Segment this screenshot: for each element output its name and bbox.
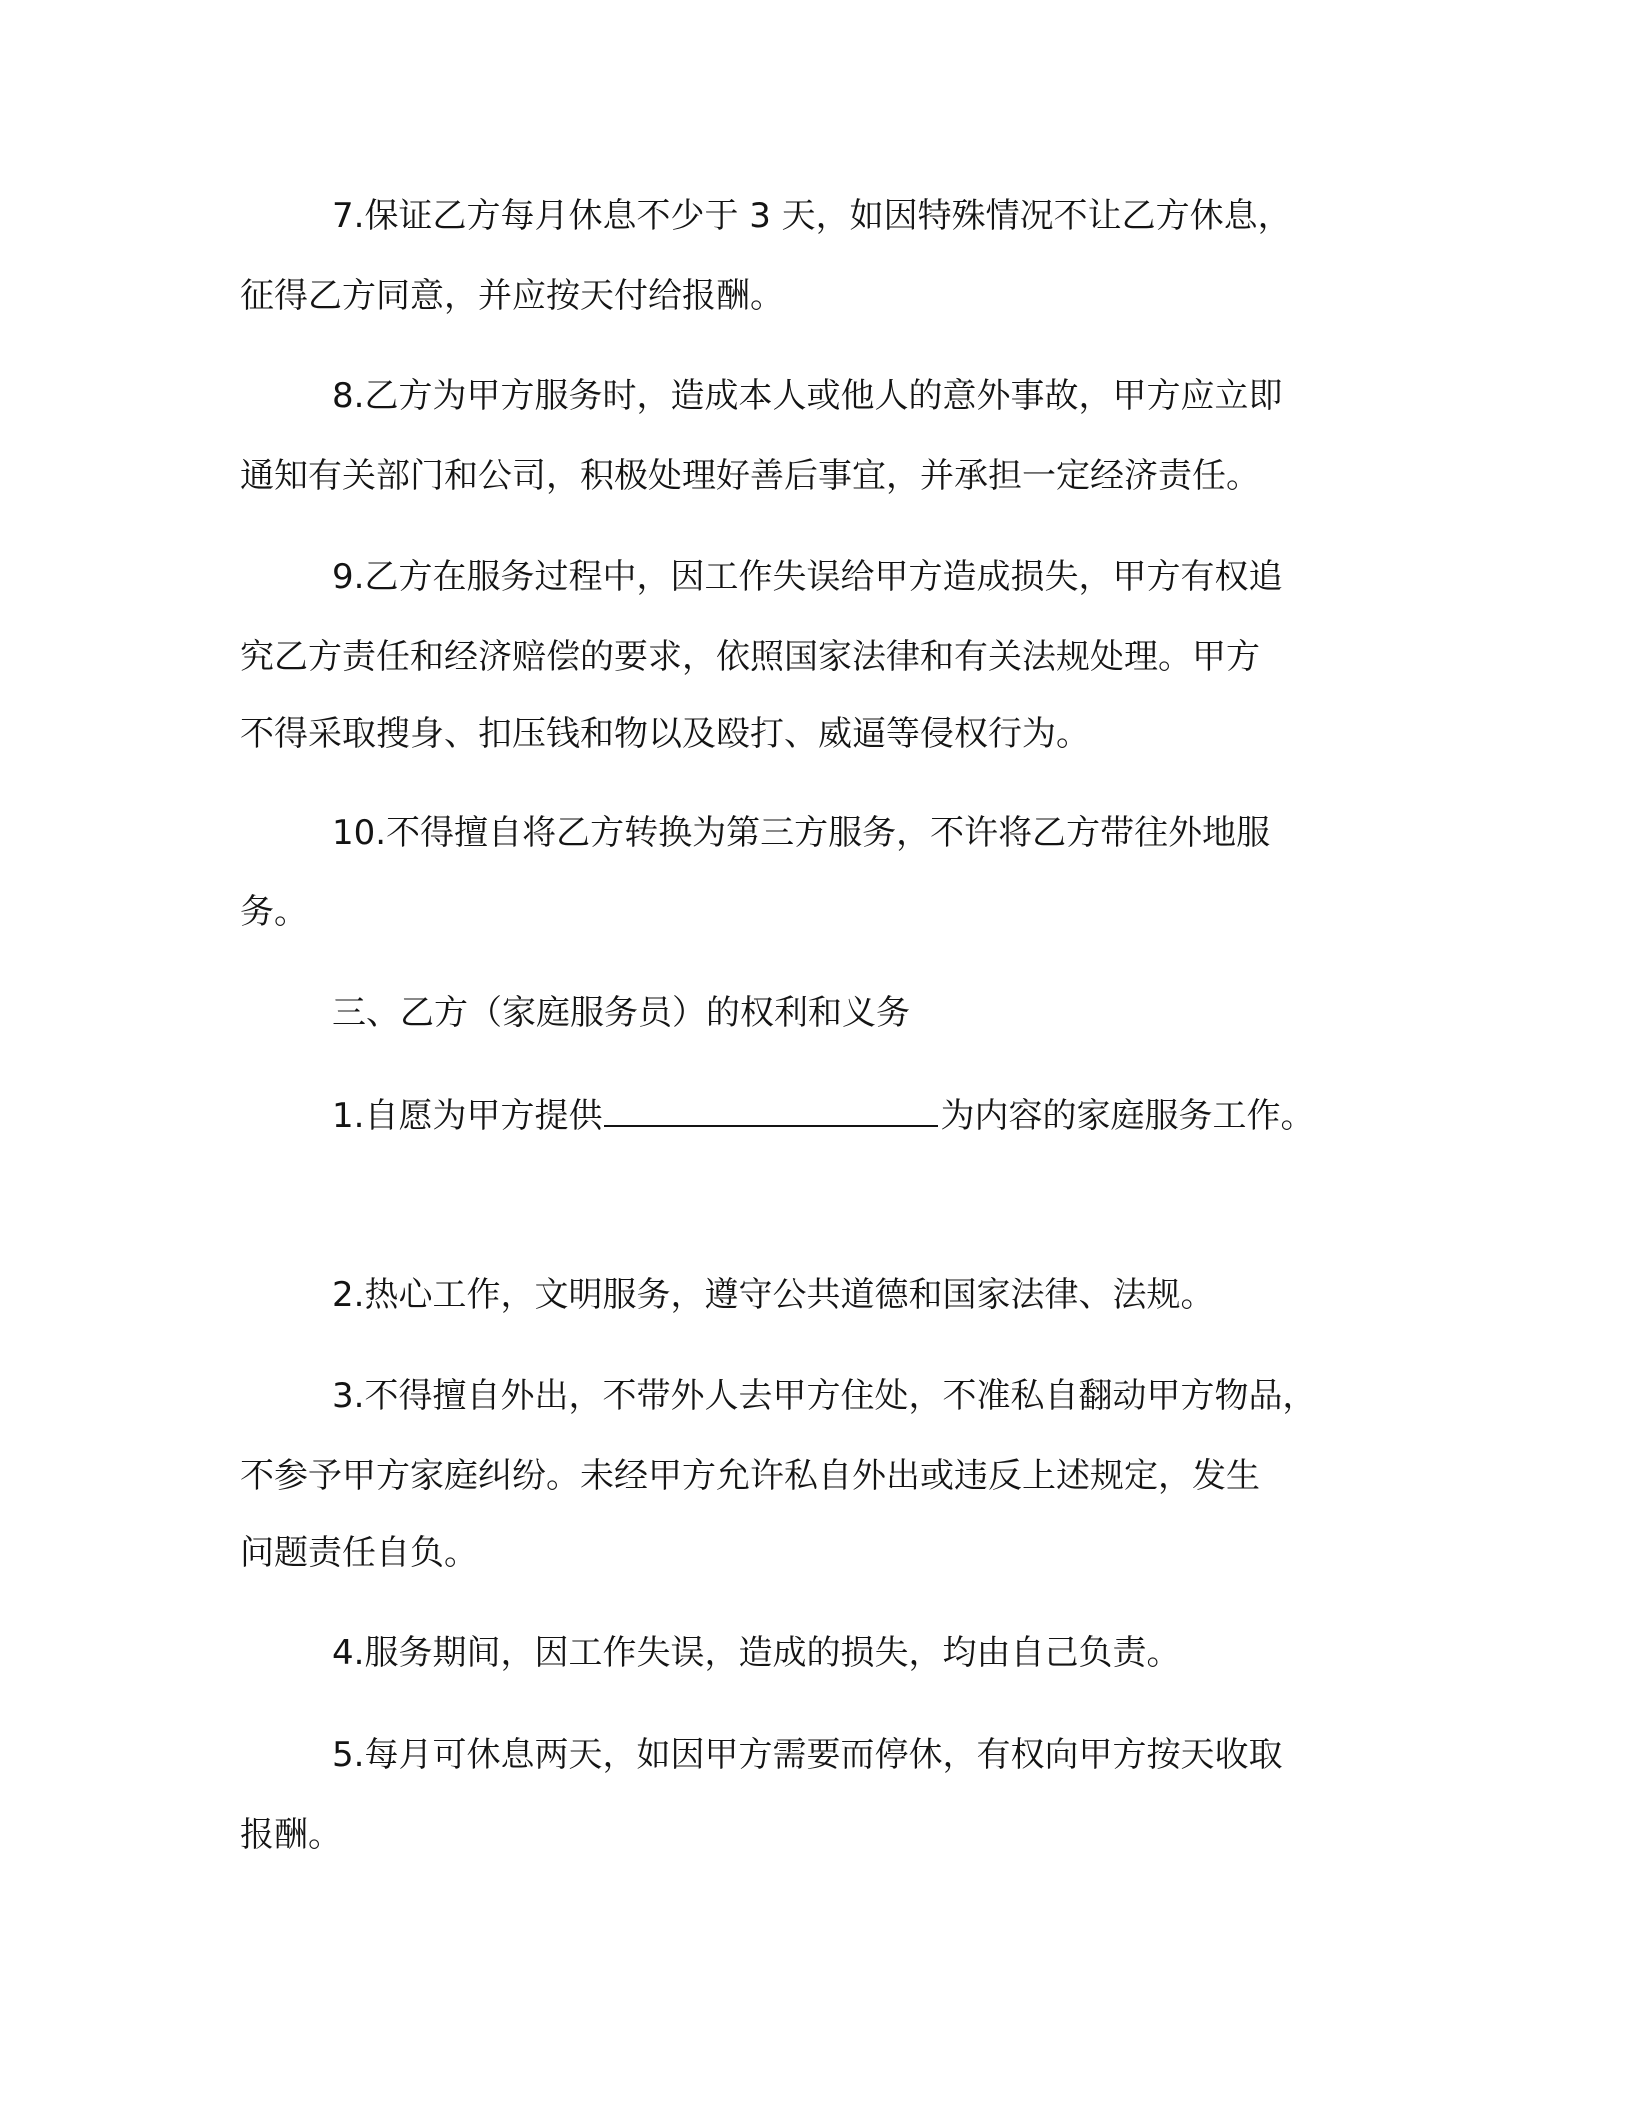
clause-9-line-1: 9.乙方在服务过程中，因工作失误给甲方造成损失，甲方有权追 (332, 557, 1283, 597)
clause-9-line-3: 不得采取搜身、扣压钱和物以及殴打、威逼等侵权行为。 (240, 714, 1090, 754)
clause-10-line-2: 务。 (240, 892, 308, 932)
clause-8-line-2: 通知有关部门和公司，积极处理好善后事宜，并承担一定经济责任。 (240, 456, 1260, 496)
clause-9-line-2: 究乙方责任和经济赔偿的要求，依照国家法律和有关法规处理。甲方 (240, 637, 1260, 677)
section-3-item-5-line-1: 5.每月可休息两天，如因甲方需要而停休，有权向甲方按天收取 (332, 1735, 1283, 1775)
section-3-item-4: 4.服务期间，因工作失误，造成的损失，均由自己负责。 (332, 1633, 1181, 1673)
section-3-item-5-line-2: 报酬。 (240, 1815, 342, 1855)
section-3-item-2: 2.热心工作，文明服务，遵守公共道德和国家法律、法规。 (332, 1275, 1215, 1315)
clause-8-line-1: 8.乙方为甲方服务时，造成本人或他人的意外事故，甲方应立即 (332, 376, 1283, 416)
clause-7-line-1: 7.保证乙方每月休息不少于 3 天，如因特殊情况不让乙方休息， (332, 196, 1292, 236)
section-3-heading: 三、乙方（家庭服务员）的权利和义务 (332, 993, 910, 1033)
section-3-item-1 (332, 1095, 1314, 1136)
clause-7-line-2: 征得乙方同意，并应按天付给报酬。 (240, 276, 784, 316)
fill-in-blank (604, 1095, 938, 1127)
clause-10-line-1: 10.不得擅自将乙方转换为第三方服务，不许将乙方带往外地服 (332, 813, 1271, 853)
section-3-item-3-line-1: 3.不得擅自外出，不带外人去甲方住处，不准私自翻动甲方物品， (332, 1376, 1317, 1416)
item-1-text-after-blank: 为内容的家庭服务工作。 (940, 1096, 1315, 1136)
section-3-item-3-line-2: 不参予甲方家庭纠纷。未经甲方允许私自外出或违反上述规定，发生 (240, 1456, 1260, 1496)
item-1-text-before-blank: 1.自愿为甲方提供 (332, 1096, 603, 1136)
section-3-item-3-line-3: 问题责任自负。 (240, 1533, 478, 1573)
